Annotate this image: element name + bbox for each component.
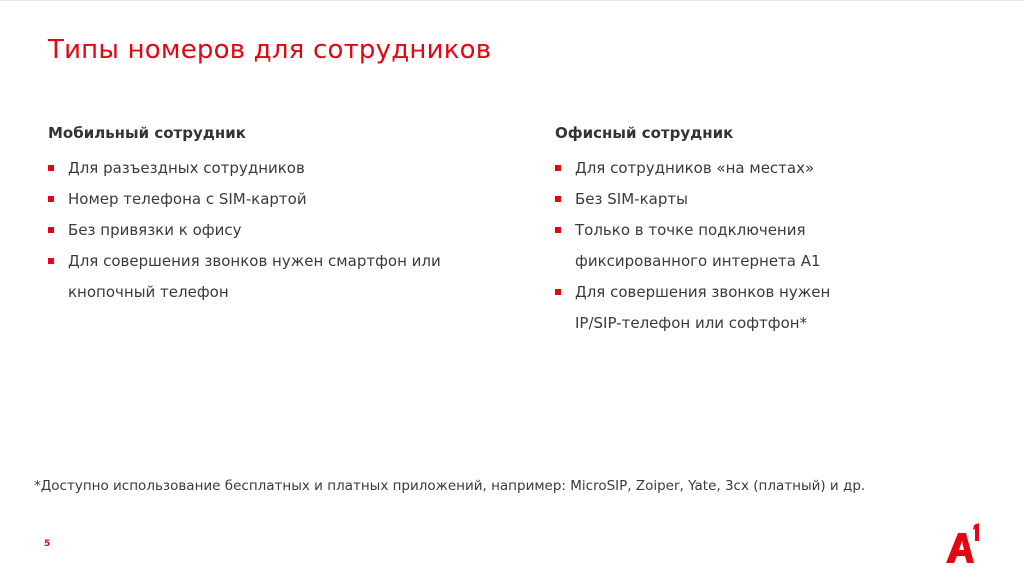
mobile-employee-column [48,123,488,308]
bullet-square-icon [48,258,54,264]
list-item-text: Для совершения звонков нужен смартфон или кнопочный телефон [68,252,441,301]
list-item-text: Без SIM-карты [575,190,688,208]
mobile-employee-list [48,153,488,308]
list-item-text: Для сотрудников «на местах» [575,159,815,177]
bullet-square-icon [48,196,54,202]
a1-logo-icon [944,521,984,565]
page-title: Типы номеров для сотрудников [48,35,492,65]
bullet-square-icon [555,227,561,233]
bullet-square-icon [555,289,561,295]
list-item [48,215,468,246]
office-employee-list [555,153,995,339]
office-employee-heading: Офисный сотрудник [555,124,734,142]
list-item [555,184,975,215]
list-item-text: Без привязки к офису [68,221,242,239]
bullet-square-icon [555,165,561,171]
list-item [555,277,875,339]
list-item-text: Для разъездных сотрудников [68,159,305,177]
bullet-square-icon [555,196,561,202]
bullet-square-icon [48,165,54,171]
list-item [48,246,463,308]
list-item [48,184,468,215]
list-item [555,153,975,184]
footnote: *Доступно использование бесплатных и платных приложений, например: MicroSIP, Zoiper, Yate, 3cx (платный) и др. [34,478,866,494]
bullet-square-icon [48,227,54,233]
list-item-text: Для совершения звонков нужен IP/SIP-телефон или софтфон* [575,283,831,332]
office-employee-column [555,123,995,339]
list-item-text: Номер телефона с SIM-картой [68,190,307,208]
list-item-text: Только в точке подключения фиксированного интернета А1 [575,221,821,270]
page-number: 5 [44,539,51,549]
mobile-employee-heading: Мобильный сотрудник [48,124,246,142]
list-item [555,215,865,277]
list-item [48,153,468,184]
